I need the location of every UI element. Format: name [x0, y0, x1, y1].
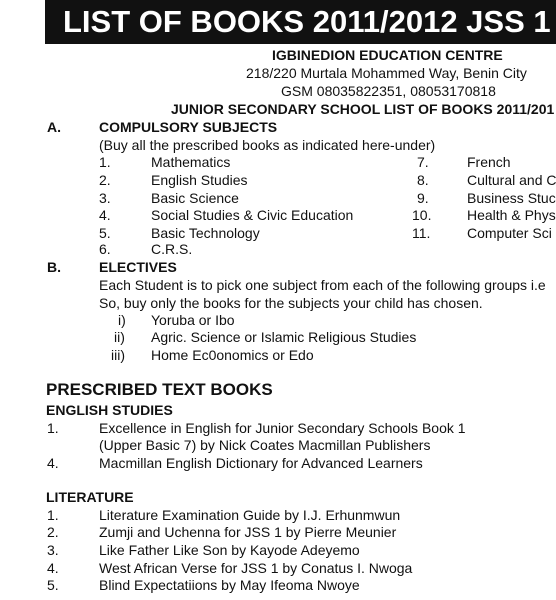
list-number: 4.	[99, 207, 111, 223]
list-number: 1.	[47, 507, 59, 523]
school-name: IGBINEDION EDUCATION CENTRE	[272, 47, 503, 63]
list-number: 4.	[47, 455, 59, 471]
list-number: 2.	[99, 172, 111, 188]
group-name: Agric. Science or Islamic Religious Studies	[151, 329, 417, 345]
section-b-letter: B.	[47, 259, 61, 275]
list-number: 5.	[99, 225, 111, 241]
english-studies-title: ENGLISH STUDIES	[46, 402, 173, 418]
group-number: iii)	[111, 347, 125, 363]
list-number: 3.	[47, 542, 59, 558]
book-title: Zumji and Uchenna for JSS 1 by Pierre Meunier	[99, 524, 397, 540]
list-number: 11.	[412, 225, 431, 241]
book-title: (Upper Basic 7) by Nick Coates Macmillan Publishers	[99, 437, 431, 453]
list-number: 9.	[417, 190, 429, 206]
section-a-note: (Buy all the prescribed books as indicated here-under)	[99, 137, 436, 153]
subject-name: Social Studies & Civic Education	[151, 207, 354, 223]
group-number: i)	[118, 312, 126, 328]
section-a-letter: A.	[47, 119, 61, 135]
book-title: Blind Expectatiions by May Ifeoma Nwoye	[99, 577, 360, 593]
list-number: 4.	[47, 560, 59, 576]
electives-instruction: So, buy only the books for the subjects your child has chosen.	[99, 295, 483, 311]
subject-name: English Studies	[151, 172, 248, 188]
group-name: Home Ec0onomics or Edo	[151, 347, 314, 363]
book-title: Excellence in English for Junior Secondary Schools Book 1	[99, 420, 466, 436]
book-title: Macmillan English Dictionary for Advanced Learners	[99, 455, 423, 471]
section-b-title: ELECTIVES	[99, 259, 177, 275]
group-number: ii)	[114, 329, 125, 345]
list-number: 7.	[417, 154, 429, 170]
list-number: 1.	[99, 154, 111, 170]
subject-name: Computer Sci	[467, 225, 552, 241]
list-number: 6.	[99, 241, 111, 257]
book-title: West African Verse for JSS 1 by Conatus I. Nwoga	[99, 560, 413, 576]
subject-name: Cultural and C	[467, 172, 556, 188]
book-title: Literature Examination Guide by I.J. Erhunmwun	[99, 507, 401, 523]
document-banner: LIST OF BOOKS 2011/2012 JSS 1	[45, 0, 556, 44]
electives-instruction: Each Student is to pick one subject from each of the following groups i.e	[99, 277, 546, 293]
subject-name: Basic Science	[151, 190, 239, 206]
subject-name: Basic Technology	[151, 225, 260, 241]
subject-name: French	[467, 154, 511, 170]
subject-name: Business Stuc	[467, 190, 556, 206]
list-number: 2.	[47, 524, 59, 540]
literature-title: LITERATURE	[46, 489, 134, 505]
book-title: Like Father Like Son by Kayode Adeyemo	[99, 542, 360, 558]
subject-name: Health & Phys	[467, 207, 556, 223]
section-a-title: COMPULSORY SUBJECTS	[99, 119, 278, 135]
subject-name: C.R.S.	[151, 241, 193, 257]
school-address: 218/220 Murtala Mohammed Way, Benin City	[246, 65, 527, 81]
school-phone: GSM 08035822351, 08053170818	[281, 83, 496, 99]
list-number: 1.	[47, 420, 59, 436]
list-title: JUNIOR SECONDARY SCHOOL LIST OF BOOKS 2011/201	[171, 101, 555, 117]
list-number: 5.	[47, 577, 59, 593]
group-name: Yoruba or Ibo	[151, 312, 235, 328]
list-number: 8.	[417, 172, 429, 188]
list-number: 3.	[99, 190, 111, 206]
list-number: 10.	[412, 207, 432, 223]
subject-name: Mathematics	[151, 154, 231, 170]
prescribed-title: PRESCRIBED TEXT BOOKS	[46, 380, 273, 399]
